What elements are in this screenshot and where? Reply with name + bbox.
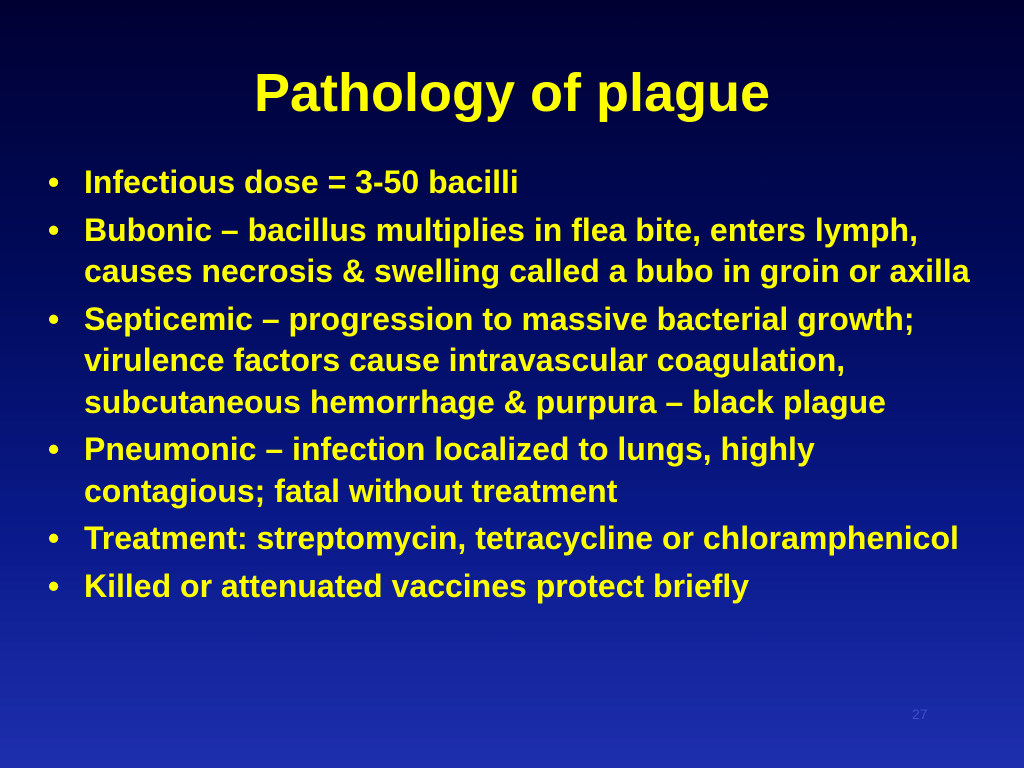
bullet-icon: • xyxy=(48,431,60,467)
bullet-item xyxy=(42,518,982,560)
bullet-item xyxy=(42,210,982,293)
bullet-text: Septicemic – progression to massive bacterial growth; virulence factors cause intravascular coagulation, subcutaneous hemorrhage & purpura – black plague xyxy=(84,300,915,420)
bullet-text: Infectious dose = 3-50 bacilli xyxy=(84,164,519,200)
bullet-icon: • xyxy=(48,164,60,200)
bullet-list xyxy=(42,162,982,613)
slide-title: Pathology of plague xyxy=(253,63,770,123)
bullet-item xyxy=(42,299,982,424)
bullet-text: Treatment: streptomycin, tetracycline or chloramphenicol xyxy=(84,520,959,556)
bullet-item xyxy=(42,429,982,512)
bullet-text: Pneumonic – infection localized to lungs, highly contagious; fatal without treatment xyxy=(84,431,815,509)
bullet-text: Killed or attenuated vaccines protect briefly xyxy=(84,567,750,604)
bullet-item xyxy=(42,162,982,204)
bullet-icon: • xyxy=(48,567,60,604)
slide-number: 27 xyxy=(912,706,928,722)
bullet-item xyxy=(42,566,982,608)
bullet-icon: • xyxy=(48,211,60,248)
bullet-text: Bubonic – bacillus multiplies in flea bite, enters lymph, causes necrosis & swelling called a bubo in groin or axilla xyxy=(84,211,970,289)
bullet-icon: • xyxy=(48,520,60,556)
bullet-icon: • xyxy=(48,300,60,337)
